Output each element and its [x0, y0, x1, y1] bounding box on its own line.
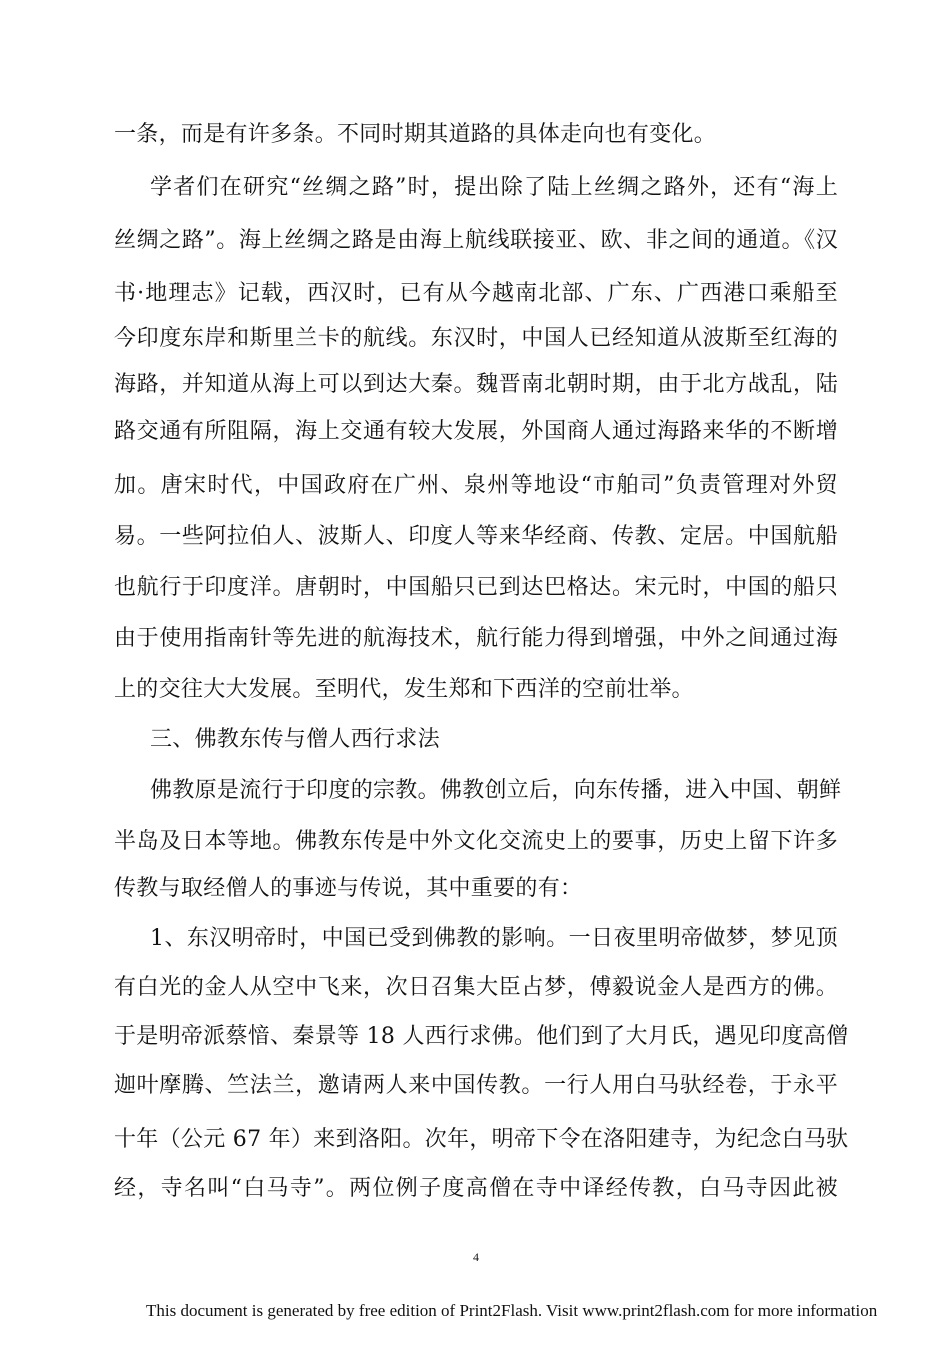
section-heading: 三、佛教东传与僧人西行求法	[150, 727, 440, 752]
text-line: 上的交往大大发展。至明代，发生郑和下西洋的空前壮举。	[114, 677, 694, 702]
page-number: 4	[473, 1250, 479, 1264]
text-line: 一条，而是有许多条。不同时期其道路的具体走向也有变化。	[114, 122, 717, 147]
text-line: 路交通有所阻隔，海上交通有较大发展，外国商人通过海路来华的不断增	[114, 419, 838, 444]
text-line: 有白光的金人从空中飞来，次日召集大臣占梦，傅毅说金人是西方的佛。	[114, 975, 838, 1000]
text-line: 于是明帝派蔡愔、秦景等 18 人西行求佛。他们到了大月氏，遇见印度高僧	[114, 1024, 849, 1049]
text-line: 1、东汉明帝时，中国已受到佛教的影响。一日夜里明帝做梦，梦见顶	[150, 926, 838, 951]
footer-notice: This document is generated by free edition of Print2Flash. Visit www.print2flash.com for more information	[146, 1301, 878, 1320]
text-line: 半岛及日本等地。佛教东传是中外文化交流史上的要事，历史上留下许多	[114, 829, 838, 854]
text-line: 海路，并知道从海上可以到达大秦。魏晋南北朝时期，由于北方战乱，陆	[114, 372, 838, 397]
text-line: 十年（公元 67 年）来到洛阳。次年，明帝下令在洛阳建寺，为纪念白马驮	[114, 1127, 849, 1152]
text-line: 易。一些阿拉伯人、波斯人、印度人等来华经商、传教、定居。中国航船	[114, 524, 838, 549]
text-line: 经，寺名叫“白马寺”。两位例子度高僧在寺中译经传教，白马寺因此被	[114, 1176, 838, 1201]
text-line: 佛教原是流行于印度的宗教。佛教创立后，向东传播，进入中国、朝鲜	[150, 778, 842, 803]
text-line: 也航行于印度洋。唐朝时，中国船只已到达巴格达。宋元时，中国的船只	[114, 575, 838, 600]
text-line: 由于使用指南针等先进的航海技术，航行能力得到增强，中外之间通过海	[114, 626, 838, 651]
text-line: 书·地理志》记载，西汉时，已有从今越南北部、广东、广西港口乘船至	[114, 281, 838, 306]
text-line: 迦叶摩腾、竺法兰，邀请两人来中国传教。一行人用白马驮经卷，于永平	[114, 1073, 838, 1098]
text-line: 学者们在研究“丝绸之路”时，提出除了陆上丝绸之路外，还有“海上	[150, 175, 838, 200]
text-line: 今印度东岸和斯里兰卡的航线。东汉时，中国人已经知道从波斯至红海的	[114, 326, 838, 351]
text-line: 丝绸之路”。海上丝绸之路是由海上航线联接亚、欧、非之间的通道。《汉	[114, 228, 838, 253]
text-line: 传教与取经僧人的事迹与传说，其中重要的有：	[114, 876, 583, 901]
text-line: 加。唐宋时代，中国政府在广州、泉州等地设“市舶司”负责管理对外贸	[114, 473, 838, 498]
